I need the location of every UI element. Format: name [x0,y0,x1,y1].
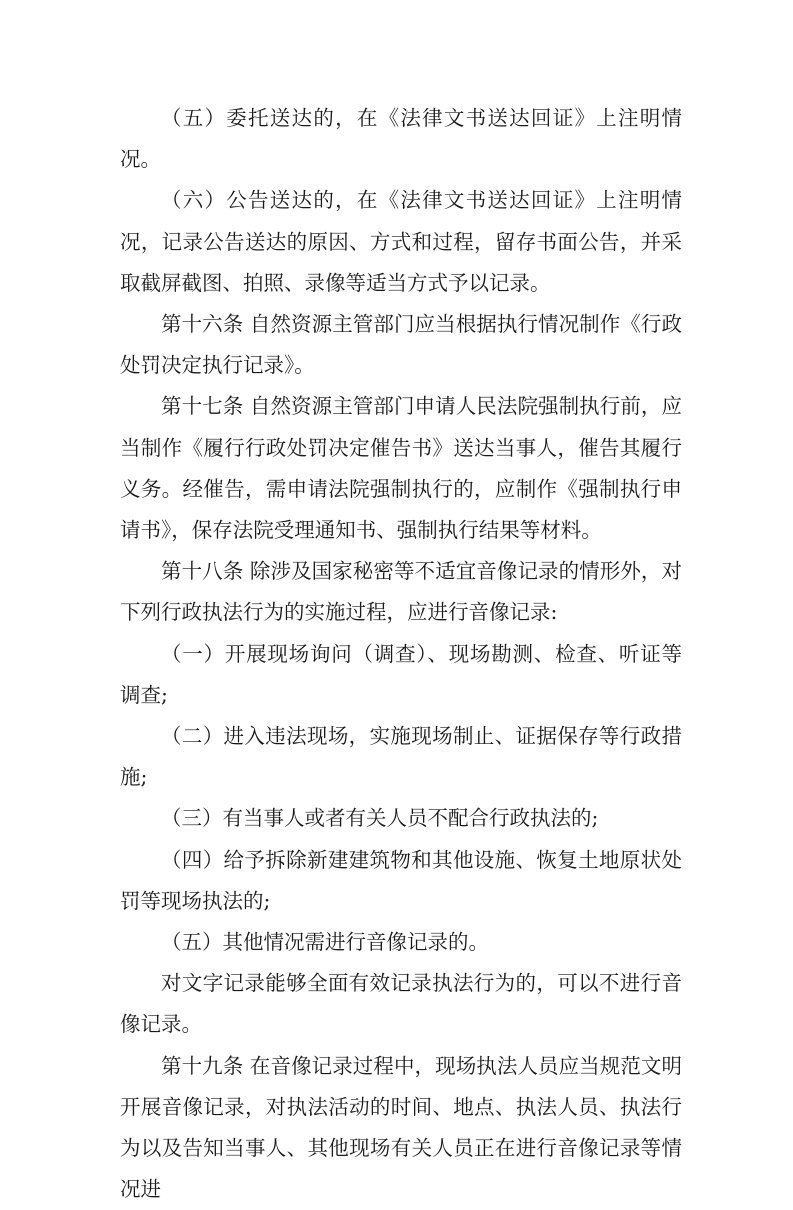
paragraph-item-5-commissioned-service: （五）委托送达的，在《法律文书送达回证》上注明情况。 [120,106,682,172]
document-body [120,98,682,1210]
paragraph-article-18: 第十八条 除涉及国家秘密等不适宜音像记录的情形外，对下列行政执法行为的实施过程，应进行音像记录: [120,559,682,625]
paragraph-article-19: 第十九条 在音像记录过程中，现场执法人员应当规范文明开展音像记录，对执法活动的时间、地点、执法人员、执法行为以及告知当事人、其他现场有关人员正在进行音像记录等情况进 [120,1053,682,1202]
paragraph-article-18-item-4: （四）给予拆除新建建筑物和其他设施、恢复土地原状处罚等现场执法的; [120,847,682,913]
paragraph-article-18-item-5: （五）其他情况需进行音像记录的。 [161,930,489,955]
paragraph-article-18-item-2: （二）进入违法现场，实施现场制止、证据保存等行政措施; [120,724,682,790]
paragraph-article-18-item-3: （三）有当事人或者有关人员不配合行政执法的; [161,806,599,831]
paragraph-text-record-exemption: 对文字记录能够全面有效记录执法行为的，可以不进行音像记录。 [120,971,682,1037]
paragraph-article-17: 第十七条 自然资源主管部门申请人民法院强制执行前，应当制作《履行行政处罚决定催告书》送达当事人，催告其履行义务。经催告，需申请法院强制执行的，应制作《强制执行申请书》，保存法院受理通知书、强制执行结果等材料。 [120,394,682,543]
paragraph-article-16: 第十六条 自然资源主管部门应当根据执行情况制作《行政处罚决定执行记录》。 [120,312,682,378]
paragraph-item-6-public-notice-service: （六）公告送达的，在《法律文书送达回证》上注明情况，记录公告送达的原因、方式和过程，留存书面公告，并采取截屏截图、拍照、录像等适当方式予以记录。 [120,188,682,295]
paragraph-article-18-item-1: （一）开展现场询问（调查）、现场勘测、检查、听证等调查; [120,641,682,707]
